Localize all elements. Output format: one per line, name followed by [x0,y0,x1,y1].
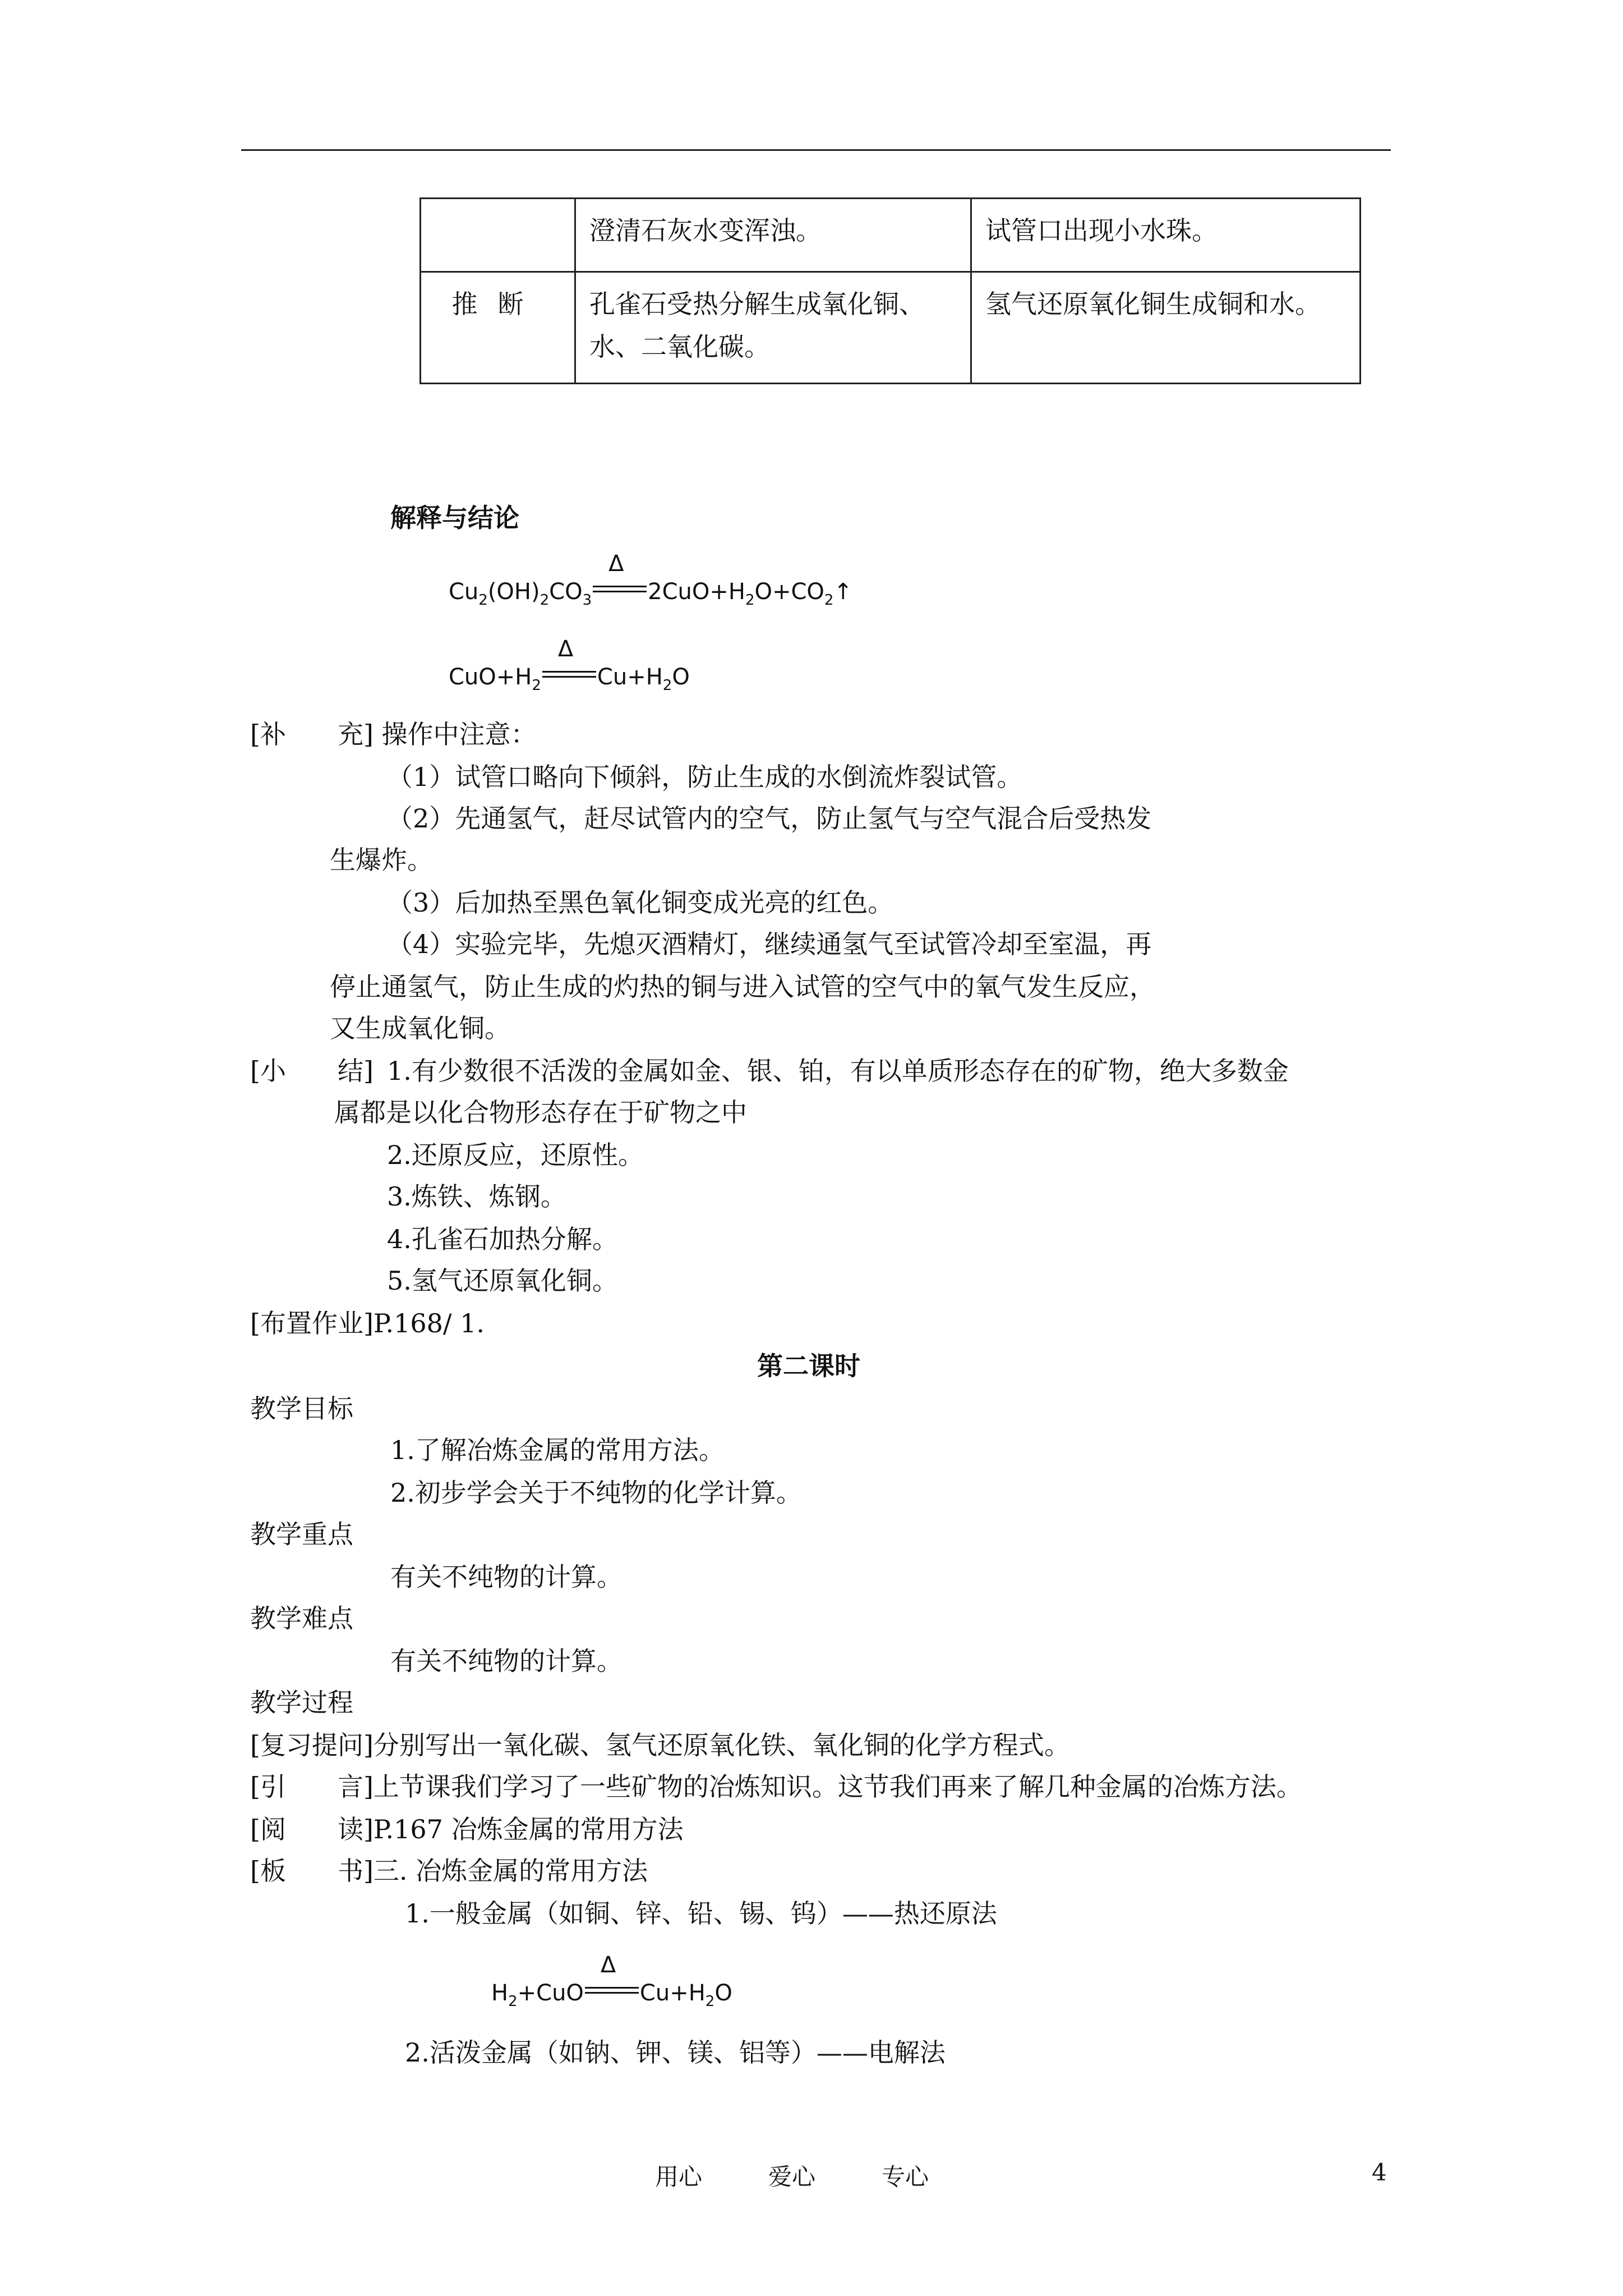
summary-line: 1.有少数很不活泼的金属如金、银、铂，有以单质形态存在的矿物，绝大多数金 [387,1056,1289,1086]
read-line: [阅 读]P.167 冶炼金属的常用方法 [250,1814,684,1844]
eq-text: O [714,1980,732,2006]
eq-sub: 2 [705,1993,715,2010]
difficulty-text: 有关不纯物的计算。 [390,1646,623,1676]
eq-sub: 2 [478,592,488,609]
table-cell: 孔雀石受热分解生成氧化铜、水、二氧化碳。 [575,272,971,384]
eq-sub: 2 [824,592,834,609]
footer-text: 专心 [882,2163,929,2191]
supplement-label: [补 充] 操作中注意： [250,719,537,749]
equals-arrow [542,636,596,680]
method-2: 2.活泼金属（如钠、钾、镁、铝等）——电解法 [405,2037,946,2068]
summary-label: [小 结] [250,1056,374,1086]
equation-1 [449,551,852,609]
review-line: [复习提问]分别写出一氧化碳、氢气还原氧化铁、氧化铜的化学方程式。 [250,1730,1070,1760]
table-cell: 试管口出现小水珠。 [971,199,1361,272]
delta-symbol: Δ [608,551,624,577]
supplement-item: 又生成氧化铜。 [330,1013,510,1043]
supplement-item: （2）先通氢气，赶尽试管内的空气，防止氢气与空气混合后受热发 [387,803,1152,834]
table-cell [421,199,575,272]
summary-item: 2.还原反应，还原性。 [387,1140,644,1170]
difficulty-label: 教学难点 [250,1603,353,1634]
eq-text: CO [549,579,583,605]
key-point-label: 教学重点 [250,1519,353,1549]
equals-arrow [593,551,647,595]
objective-item: 1.了解冶炼金属的常用方法。 [390,1435,725,1465]
eq-text: 2CuO+H [648,579,745,605]
intro-line: [引 言]上节课我们学习了一些矿物的冶炼知识。这节我们再来了解几种金属的冶炼方法。 [250,1772,1302,1802]
eq-sub: 2 [508,1993,518,2010]
eq-text: CuO+H [449,664,532,690]
header-rule [241,149,1391,151]
table-cell: 氢气还原氧化铜生成铜和水。 [971,272,1361,384]
table-row [421,199,1361,272]
eq-sub: 2 [745,592,755,609]
process-label: 教学过程 [250,1687,353,1718]
equals-arrow [585,1952,639,1996]
supplement-item: （3）后加热至黑色氧化铜变成光亮的红色。 [387,887,894,918]
supplement-item: 停止通氢气，防止生成的灼热的铜与进入试管的空气中的氧气发生反应， [330,972,1155,1002]
table-cell: 推断 [421,272,575,384]
summary-line: 属都是以化合物形态存在于矿物之中 [334,1097,747,1128]
observation-table [419,197,1361,384]
section-title: 解释与结论 [390,503,519,533]
eq-text: Cu+H [597,664,663,690]
eq-text: H [491,1980,509,2006]
eq-sub: 2 [532,677,541,694]
method-1: 1.一般金属（如铜、锌、铅、锡、钨）——热还原法 [405,1898,997,1929]
table-row [421,272,1361,384]
eq-text: O [672,664,690,690]
eq-sub: 3 [582,592,592,609]
supplement-item: 生爆炸。 [330,845,433,875]
footer-text: 用心 [655,2163,703,2191]
key-point-text: 有关不纯物的计算。 [390,1562,623,1592]
homework-line: [布置作业]P.168/ 1. [250,1308,485,1338]
eq-sub: 2 [662,677,672,694]
footer-text: 爱心 [768,2163,816,2191]
objective-item: 2.初步学会关于不纯物的化学计算。 [390,1478,802,1508]
supplement-item: （4）实验完毕，先熄灭酒精灯，继续通氢气至试管冷却至室温，再 [387,929,1152,959]
equation-2 [449,636,690,694]
summary-item: 5.氢气还原氧化铜。 [387,1266,618,1296]
eq-text: O+CO [754,579,824,605]
equation-3 [491,1952,732,2010]
eq-text: (OH) [487,579,540,605]
eq-sub: 2 [540,592,550,609]
eq-text: ↑ [833,579,852,605]
eq-text: Cu+H [639,1980,706,2006]
supplement-item: （1）试管口略向下倾斜，防止生成的水倒流炸裂试管。 [387,762,1023,792]
delta-symbol: Δ [600,1952,616,1978]
objectives-label: 教学目标 [250,1393,353,1424]
table-cell: 澄清石灰水变浑浊。 [575,199,971,272]
eq-text: +CuO [517,1980,584,2006]
delta-symbol: Δ [557,636,574,662]
summary-item: 3.炼铁、炼钢。 [387,1181,566,1212]
eq-text: Cu [449,579,479,605]
lesson2-title: 第二课时 [757,1351,860,1381]
page-number: 4 [1372,2159,1387,2186]
board-line: [板 书]三. 冶炼金属的常用方法 [250,1856,648,1886]
summary-item: 4.孔雀石加热分解。 [387,1224,618,1254]
